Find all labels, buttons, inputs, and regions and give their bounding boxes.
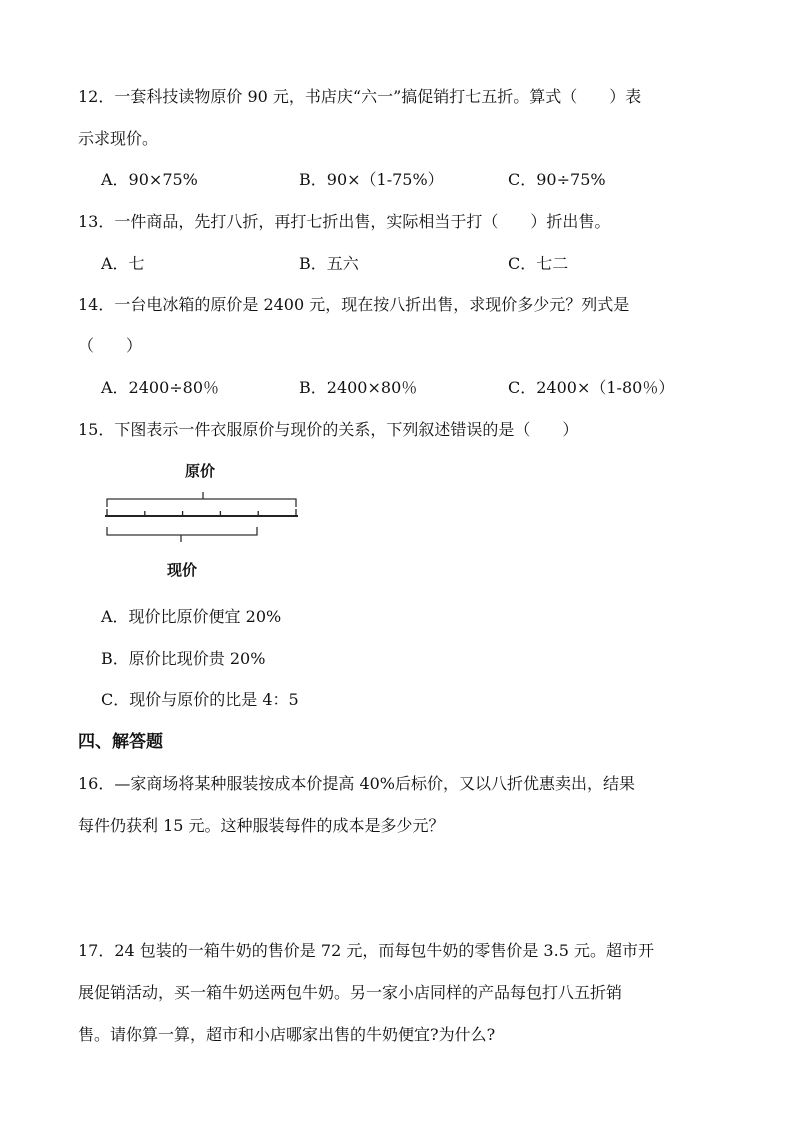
q14-option-b: B．2400×80％	[299, 378, 418, 397]
q17-line1: 17．24 包装的一箱牛奶的售价是 72 元，而每包牛奶的零售价是 3.5 元。超市开	[78, 941, 654, 960]
diagram-current-price-label: 现价	[167, 561, 198, 579]
q15-option-a: A．现价比原价便宜 20%	[101, 607, 282, 626]
q17-line3: 售。请你算一算，超市和小店哪家出售的牛奶便宜?为什么?	[78, 1025, 496, 1044]
q15-option-c: C．现价与原价的比是 4：5	[101, 690, 299, 709]
original-price-brace	[107, 492, 296, 507]
q13-option-c: C．七二	[508, 254, 569, 273]
q13-option-b: B．五六	[299, 254, 359, 273]
q13-line1: 13．一件商品，先打八折，再打七折出售，实际相当于打（ ）折出售。	[78, 212, 611, 231]
q15-line1: 15．下图表示一件衣服原价与现价的关系，下列叙述错误的是（ ）	[78, 420, 579, 439]
q12-option-c: C．90÷75%	[508, 170, 606, 189]
bar-ticks	[107, 509, 296, 516]
current-price-brace	[107, 527, 257, 542]
q14-line1: 14．一台电冰箱的原价是 2400 元，现在按八折出售，求现价多少元？列式是	[78, 295, 630, 314]
q14-option-c: C．2400×（1-80％）	[508, 378, 675, 397]
q13-option-a: A．七	[101, 254, 145, 273]
q12-option-b: B．90×（1-75%）	[299, 170, 444, 189]
q16-line1: 16．—家商场将某种服装按成本价提高 40%后标价，又以八折优惠卖出，结果	[78, 774, 636, 793]
q12-line2: 示求现价。	[78, 129, 159, 148]
q15-option-b: B．原价比现价贵 20%	[101, 649, 266, 668]
q12-line1: 12．一套科技读物原价 90 元，书店庆“六一”搞促销打七五折。算式（ ）表	[78, 87, 642, 106]
q14-line2: （ ）	[78, 336, 143, 355]
q17-line2: 展促销活动，买一箱牛奶送两包牛奶。另一家小店同样的产品每包打八五折销	[78, 983, 623, 1002]
diagram-original-price-label: 原价	[185, 462, 216, 480]
section-title: 四、解答题	[78, 732, 163, 752]
price-relation-diagram	[100, 480, 310, 560]
q12-option-a: A．90×75%	[101, 170, 198, 189]
q14-option-a: A．2400÷80％	[101, 378, 220, 397]
q16-line2: 每件仍获利 15 元。这种服装每件的成本是多少元？	[78, 816, 445, 835]
